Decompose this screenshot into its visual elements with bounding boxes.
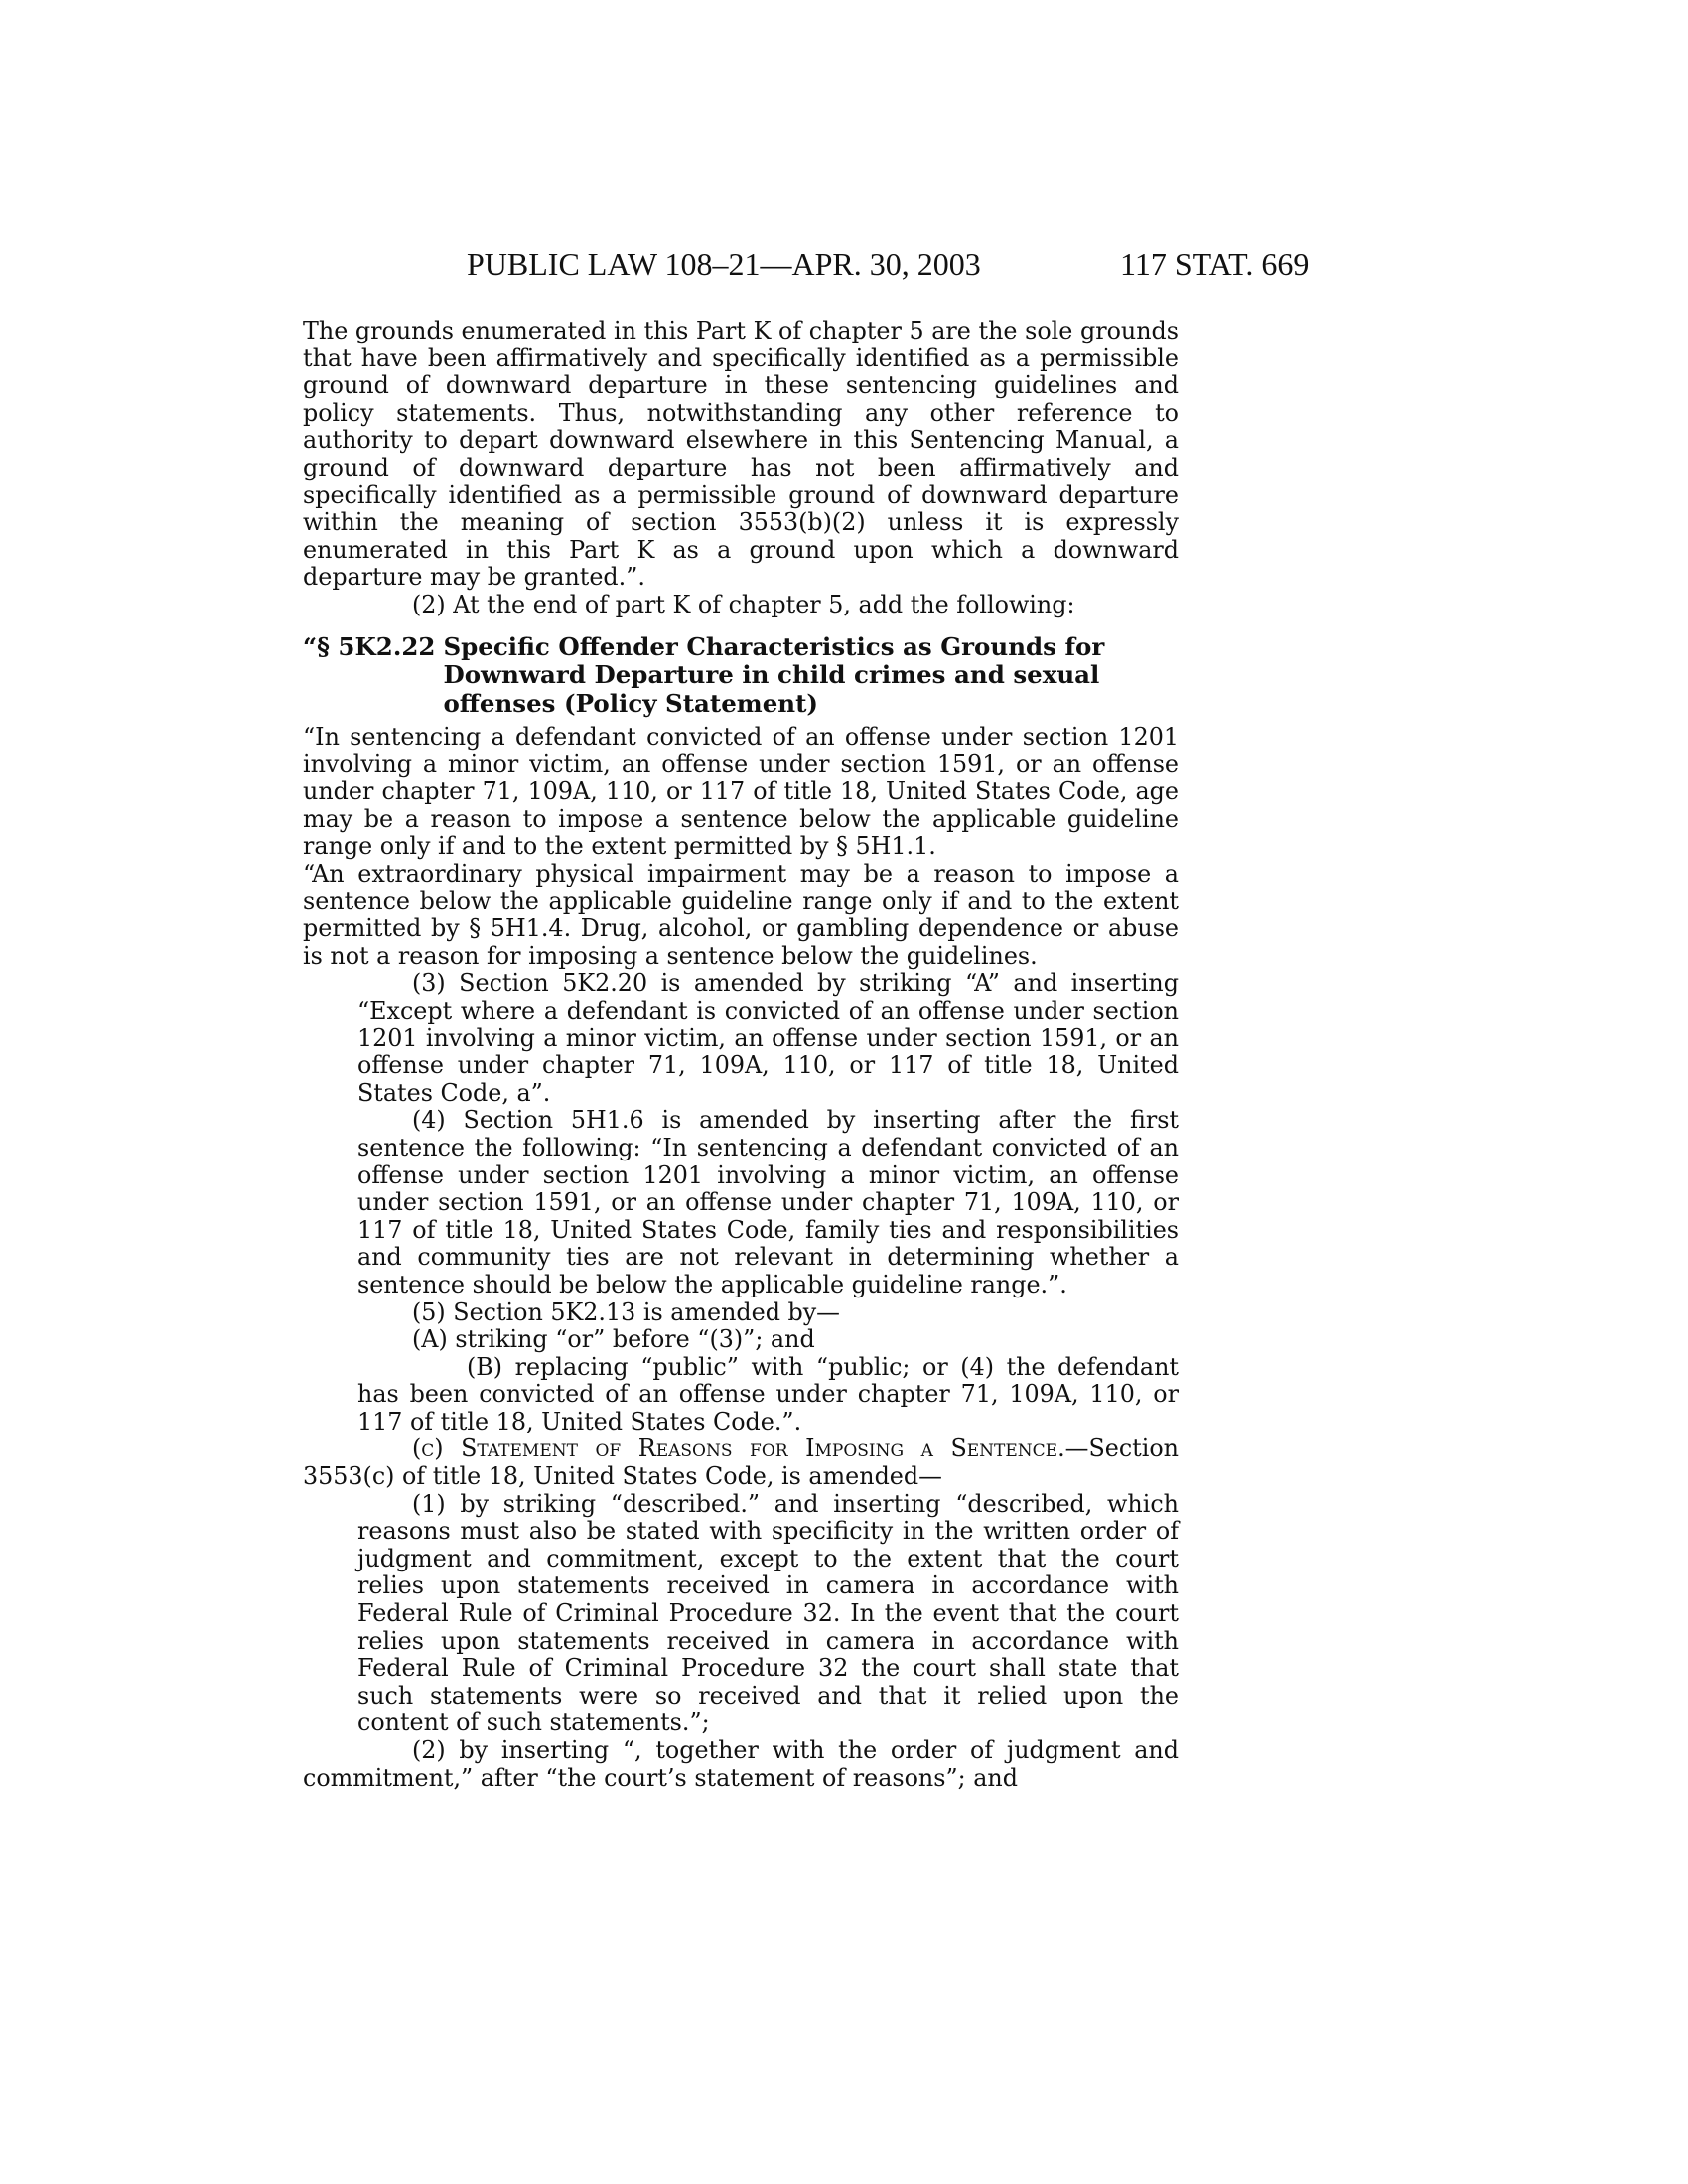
paragraph-striking-described: (1) by striking “described.” and inserting “described, which reasons must also be stated with specificity in the written order of judgment and commitment, except to the extent that the court relies upon statements received in camera in accordance with Federal Rule of Criminal Procedure 32. In the event that the court relies upon statements received in camera in accordance with Federal Rule of Criminal Procedure 32 the court shall state that such statements were so received and that it relied upon the content of such statements.”; [357, 1489, 1179, 1737]
section-number: “§ 5K2.22 [303, 631, 436, 661]
paragraph-statement-of-reasons [303, 1435, 1179, 1490]
section-heading-5k2-22 [303, 633, 1179, 719]
subsection-caption: (c) Statement of Reasons for Imposing a Sentence. [412, 1434, 1065, 1463]
paragraph-add-following: (2) At the end of part K of chapter 5, add the following: [412, 590, 1075, 618]
subparagraph-b: (B) replacing “public” with “public; or (4) the defendant has been convicted of an offense under chapter 71, 109A, 110, or 117 of title 18, United States Code.”. [357, 1352, 1179, 1435]
paragraph-age-reason: “In sentencing a defendant convicted of an offense under section 1201 involving a minor victim, an offense under section 1591, or an offense under chapter 71, 109A, 110, or 117 of title 18, United States Code, age may be a reason to impose a sentence below the applicable guideline range only if and to the extent permitted by § 5H1.1. [303, 723, 1179, 861]
subparagraph-a: (A) striking “or” before “(3)”; and [412, 1325, 815, 1354]
paragraph-section-5k2-20: (3) Section 5K2.20 is amended by striking “A” and inserting “Except where a defendant is convicted of an offense under section 1201 involving a minor victim, an offense under section 1591, or an offense under chapter 71, 109A, 110, or 117 of title 18, United States Code, a”. [357, 969, 1179, 1107]
paragraph-section-5k2-13: (5) Section 5K2.13 is amended by— [412, 1297, 840, 1326]
paragraph-inserting-order: (2) by inserting “, together with the order of judgment and commitment,” after “the court’s statement of reasons”; and [303, 1736, 1179, 1792]
paragraph-part-k-grounds: The grounds enumerated in this Part K of chapter 5 are the sole grounds that have been affirmatively and specifically identified as a permissible ground of downward departure in these sentencing guidelines and policy statements. Thus, notwithstanding any other reference to authority to depart downward elsewhere in this Sentencing Manual, a ground of downward departure has not been affirmatively and specifically identified as a permissible ground of downward departure within the meaning of section 3553(b)(2) unless it is expressly enumerated in this Part K as a ground upon which a downward departure may be granted.”. [303, 317, 1179, 592]
running-header-title: PUBLIC LAW 108–21—APR. 30, 2003 [467, 246, 981, 282]
document-body [303, 318, 1179, 1792]
paragraph-section-5h1-6: (4) Section 5H1.6 is amended by inserting after the first sentence the following: “In sentencing a defendant convicted of an offense under section 1201 involving a minor victim, an offense under section 1591, or an offense under chapter 71, 109A, 110, or 117 of title 18, United States Code, family ties and responsibilities and community ties are not relevant in determining whether a sentence should be below the applicable guideline range.”. [357, 1106, 1179, 1298]
subsection-text: —Section 3553(c) of title 18, United States Code, is amended— [303, 1434, 1179, 1491]
statute-page-number: 117 STAT. 669 [1120, 246, 1310, 282]
section-title: Specific Offender Characteristics as Grounds for Downward Departure in child crimes and sexual offenses (Policy Statement) [443, 631, 1105, 718]
paragraph-physical-impairment: “An extraordinary physical impairment may be a reason to impose a sentence below the applicable guideline range only if and to the extent permitted by § 5H1.4. Drug, alcohol, or gambling dependence or abuse is not a reason for imposing a sentence below the guidelines. [303, 860, 1179, 970]
